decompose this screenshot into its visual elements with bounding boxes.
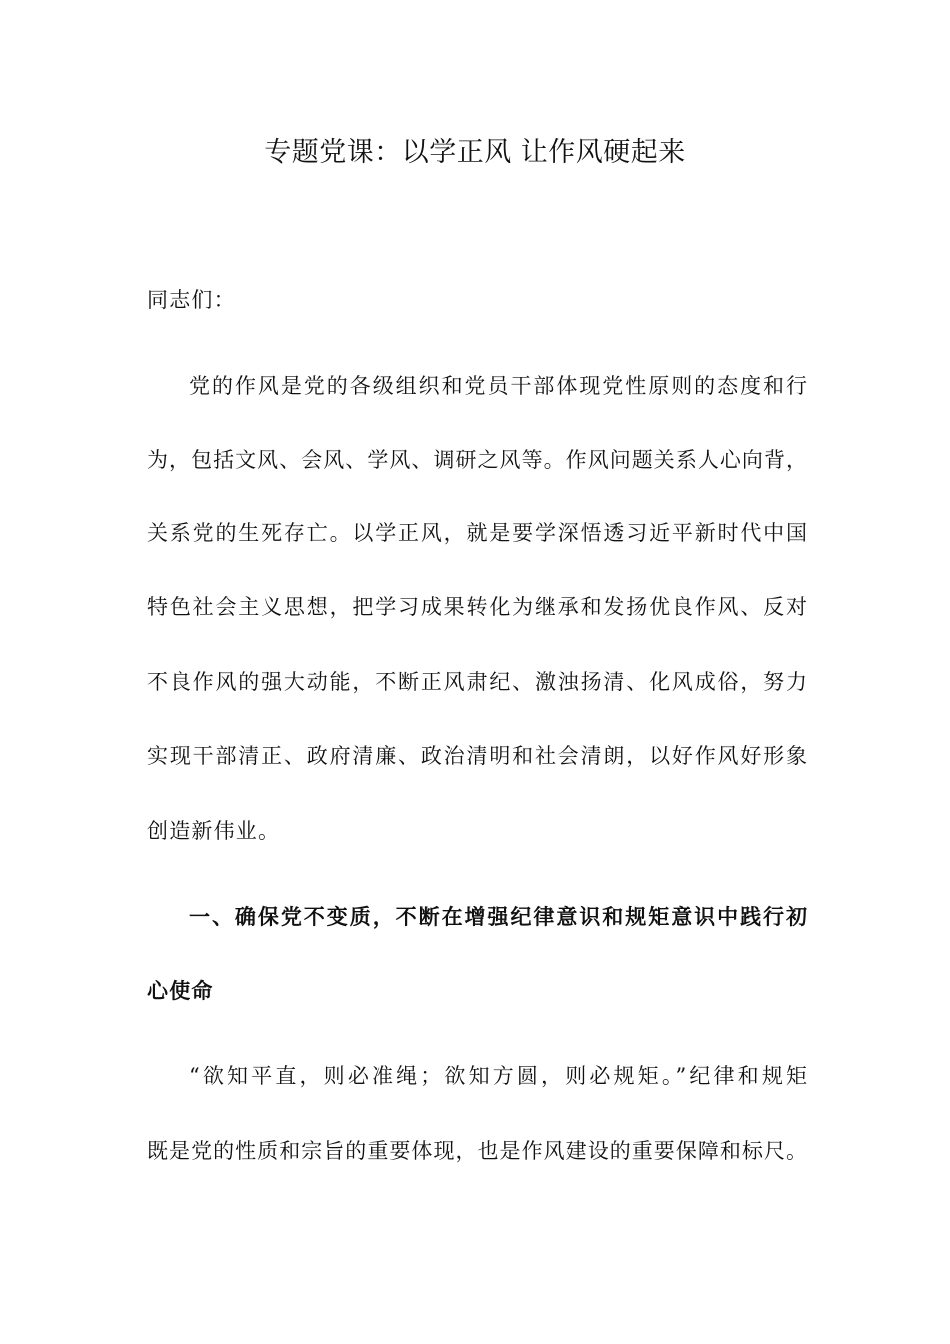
paragraph-line: “欲知平直，则必准绳；欲知方圆，则必规矩。”纪律和规矩 xyxy=(189,1064,807,1088)
paragraph-line: 既是党的性质和宗旨的重要体现，也是作风建设的重要保障和标尺。 xyxy=(147,1139,807,1163)
paragraph-line: 为，包括文风、会风、学风、调研之风等。作风问题关系人心向背， xyxy=(147,448,807,472)
paragraph-line: 关系党的生死存亡。以学正风，就是要学深悟透习近平新时代中国 xyxy=(147,521,807,545)
paragraph-line: 特色社会主义思想，把学习成果转化为继承和发扬优良作风、反对 xyxy=(147,595,807,619)
paragraph-line: 实现干部清正、政府清廉、政治清明和社会清朗，以好作风好形象 xyxy=(147,744,807,768)
heading-line: 心使命 xyxy=(147,979,214,1003)
salutation: 同志们： xyxy=(147,288,236,312)
paragraph-line: 创造新伟业。 xyxy=(147,819,281,843)
document-title: 专题党课：以学正风 让作风硬起来 xyxy=(264,137,686,168)
heading-line: 一、确保党不变质，不断在增强纪律意识和规矩意识中践行初 xyxy=(189,905,807,929)
paragraph-line: 党的作风是党的各级组织和党员干部体现党性原则的态度和行 xyxy=(189,374,807,398)
paragraph-line: 不良作风的强大动能，不断正风肃纪、激浊扬清、化风成俗，努力 xyxy=(147,670,807,694)
